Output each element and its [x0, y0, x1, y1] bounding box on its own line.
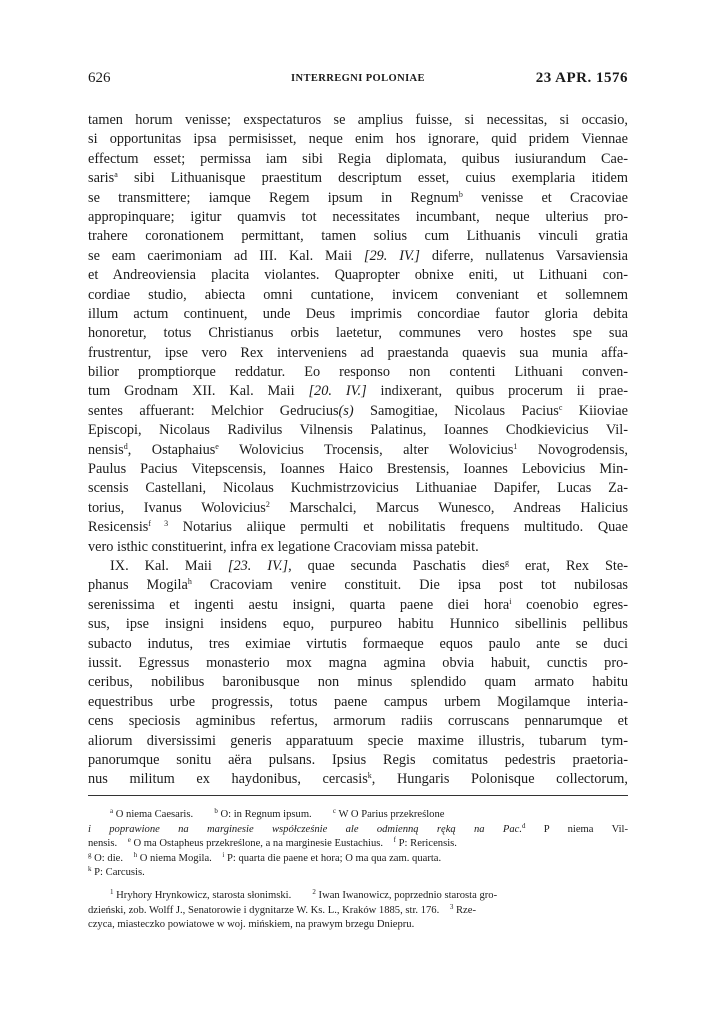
- text-line: aliorum diversissimi generis apparatuum specie maxime illustris, tubarum tym-: [88, 732, 628, 749]
- page-number: 626: [88, 70, 111, 86]
- text-line: se eam caerimoniam ad III. Kal. Maii [29. IV.] diferre, nullatenus Varsaviensia: [88, 247, 628, 264]
- text-line: Episcopi, Nicolaus Radivilus Vilnensis Palatinus, Ioannes Chodkievicius Vil-: [88, 422, 628, 439]
- note-mark: b: [458, 189, 463, 199]
- text-line: tamen horum venisse; exspectaturos se amplius fuisse, si necessitas, si occasio,: [88, 112, 628, 128]
- note-mark: d: [123, 441, 128, 451]
- footnote-line: i poprawione na marginesie współcześnie ale odmienną ręką na Pac.$^d$ P niema Vil-: [88, 821, 628, 835]
- text-line: tum Grodnam XII. Kal. Maii [20. IV.] indixerant, quibus procerum ii prae-: [88, 383, 628, 400]
- text-line: saris$^a$ sibi Lithuanisque praestitum descriptum esset, cuius exemplaria itidem: [88, 170, 628, 187]
- note-mark: g: [504, 557, 509, 567]
- text-line: panorumque sonitu aëra pulsans. Ipsius Regis comitatus pedestris praetoria-: [88, 751, 628, 768]
- note-mark: k: [367, 771, 372, 781]
- text-line: cordiae studio, abiecta omni cuntatione, invicem conveniant et sollemnem: [88, 286, 628, 303]
- footnote-divider: [88, 795, 628, 796]
- running-title: INTERREGNI POLONIAE: [291, 73, 425, 84]
- text-line: frustrentur, ipse vero Rex interveniens ad praestanda quaevis sua munia affa-: [88, 344, 628, 361]
- text-line: phanus Mogila$^h$ Cracoviam venire constituit. Die ipsa post tot nubilosas: [88, 577, 628, 594]
- footnote-line: nensis. $^e$ O ma Ostapheus przekreślone, a na marginesie Eustachius. $^f$ P: Rericensis.: [88, 836, 457, 850]
- text-line: equestribus urbe progressis, totus paene campus urbem Mogilamque interia-: [88, 693, 628, 710]
- text-line: Resicensis$^{f 3}$ Notarius aliique permulti et nobilitatis frequens multitudo. Quae: [88, 519, 628, 536]
- header-date: 23 APR. 1576: [535, 70, 628, 86]
- text-line: sentes affuerant: Melchior Gedrucius(s) Samogitiae, Nicolaus Pacius$^c$ Kiioviae: [88, 402, 628, 419]
- text-line: effectum esset; permissa iam sibi Regia diplomata, quibus iusiurandum Cae-: [88, 150, 628, 167]
- text-line: ceribus, nobilibus baronibusque non minus splendido quam armato habitu: [88, 674, 628, 691]
- text-line: nus militum ex haydonibus, cercasis$^k$, Hungaris Polonisque collectorum,: [88, 771, 628, 788]
- footnote-line: czyca, miasteczko powiatowe w woj. mińskiem, na prawym brzegu Dniepru.: [88, 919, 415, 931]
- text-line: IX. Kal. Maii [23. IV.], quae secunda Paschatis dies$^g$ erat, Rex Ste-: [110, 557, 628, 574]
- text-line: se transmittere; iamque Regem ipsum in Regnum$^b$ venisse et Cracoviae: [88, 189, 628, 206]
- page-header: [88, 70, 628, 90]
- text-line: illum actum continuent, unde Deus imprimis concordiae fautor gloria debita: [88, 305, 628, 322]
- footnote-line: $^a$ O niema Caesaris. $^b$ O: in Regnum ipsum. $^c$ W O Parius przekreślone: [110, 807, 445, 820]
- text-line: vero isthic constituerint, infra ex legatione Cracoviam missa patebit.: [88, 538, 479, 555]
- text-line: iussit. Egressus monasterio mox magna agmina obvia habuit, cunctis pro-: [88, 654, 628, 671]
- text-line: bilior promptiorque reddatur. Eo responso non contenti Lithuani conven-: [88, 364, 628, 381]
- footnote-line: $^g$ O: die. $^h$ O niema Mogila. $^i$ P: quarta die paene et hora; O ma qua zam. quarta.: [88, 850, 442, 864]
- text-line: honoretur, totus Christianus orbis laetetur, communes vero hostes spe sua: [88, 325, 628, 342]
- footnote-line: $^k$ P: Carcusis.: [88, 865, 145, 879]
- footnote-line: $^1$ Hryhory Hrynkowicz, starosta słonimski. $^2$ Iwan Iwanowicz, poprzednio starosta gro-: [110, 887, 498, 901]
- note-mark: f 3: [148, 519, 169, 529]
- note-mark: e: [215, 441, 219, 451]
- text-line: Paulus Pacius Vitepscensis, Ioannes Haico Brestensis, Ioannes Lebovicius Min-: [88, 461, 628, 478]
- note-mark: a: [114, 170, 118, 180]
- text-line: torius, Ivanus Wolovicius$^2$ Marschalci, Marcus Wunesco, Andreas Halicius: [88, 499, 629, 516]
- text-line: scensis Castellani, Nicolaus Kuchmistrzovicius Lithuaniae Dapifer, Lucas Za-: [88, 480, 628, 497]
- text-line: cens speciosis agminibus refertus, armorum radiis corruscans pennarumque et: [88, 713, 628, 730]
- note-mark: 1: [513, 441, 518, 451]
- text-line: et Andreoviensia placita violantes. Quapropter obnixe eniti, ut Lithuani con-: [88, 267, 628, 284]
- note-mark: c: [558, 402, 563, 412]
- text-line: si opportunitas ipsa permisisset, neque enim hos ignorare, quid pridem Viennae: [88, 131, 628, 148]
- main-text: [88, 111, 628, 790]
- text-line: subacto indutus, tres eximiae virtutis formaeque equos paulo ante se duci: [88, 635, 628, 652]
- note-mark: h: [187, 577, 192, 587]
- footnotes: [88, 808, 628, 933]
- text-line: trahere coronationem permittant, tamen solius cum Lithuanis vinculi gratia: [88, 228, 628, 245]
- note-mark: 2: [265, 499, 270, 509]
- text-line: appropinquare; igitur quamvis tot necessitates incumbant, neque ulterius pro-: [88, 208, 628, 225]
- note-mark: i: [509, 596, 512, 606]
- text-line: serenissima et ingenti aestu insigni, quarta paene diei hora$^i$ coenobio egres-: [88, 596, 629, 613]
- footnote-line: dzieński, zob. Wolff J., Senatorowie i dygnitarze W. Ks. L., Kraków 1885, str. 176. $^3$ Rze-: [88, 902, 476, 916]
- text-line: sus, ipse insigni insidens equo, purpureo habitu Hunnico sibellinis pellibus: [88, 616, 628, 633]
- text-line: nensis$^d$, Ostaphaius$^e$ Wolovicius Trocensis, alter Wolovicius$^1$ Novogrodensis,: [88, 441, 629, 458]
